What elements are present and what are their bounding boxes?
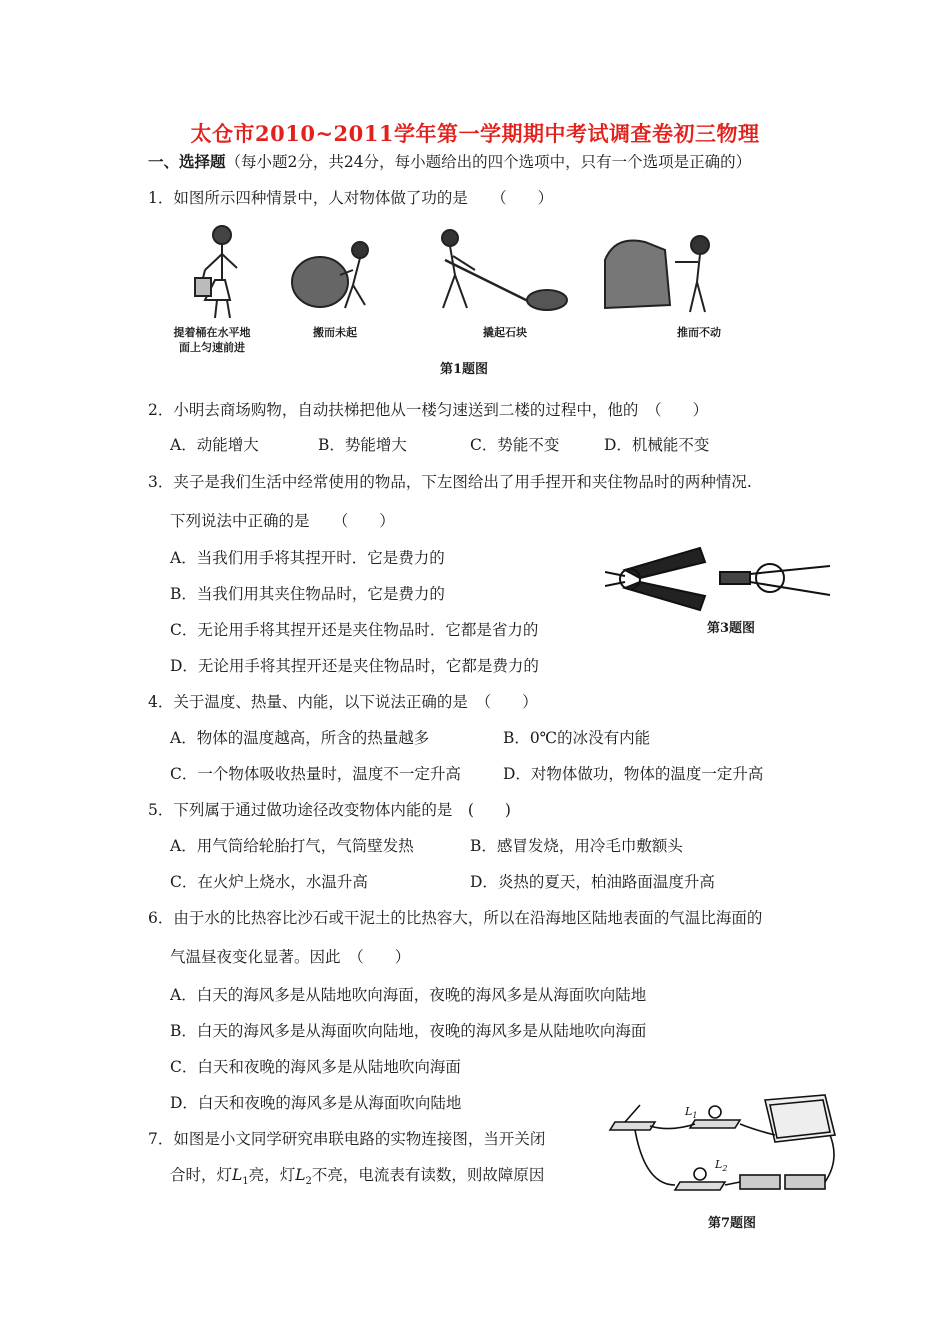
lamp1-base (690, 1120, 740, 1128)
q6-option-c: C．白天和夜晚的海风多是从陆地吹向海面 (170, 1058, 461, 1076)
section-heading (148, 152, 751, 172)
question-4: 4．关于温度、热量、内能，以下说法正确的是 （ ） (148, 693, 538, 711)
lamp2-bulb-icon (694, 1168, 706, 1180)
q7-caption: 第7题图 (708, 1216, 757, 1231)
figure-person-carrying-bucket (195, 226, 237, 318)
q4-option-b: B．0℃的冰没有内能 (503, 729, 651, 747)
section-note: （每小题2分，共24分，每小题给出的四个选项中，只有一个选项是正确的） (225, 153, 752, 171)
q3-option-c: C．无论用手将其捏开还是夹住物品时．它都是省力的 (170, 621, 539, 639)
figure-person-lifting-rock (292, 242, 368, 308)
q5-option-d: D．炎热的夏天，柏油路面温度升高 (470, 873, 715, 891)
question-5: 5．下列属于通过做功途径改变物体内能的是 ( ) (148, 801, 511, 819)
question-7-line2: 合时，灯$L_1$亮，灯$L_2$不亮，电流表有读数，则故障原因 (170, 1166, 545, 1188)
q6-option-d: D．白天和夜晚的海风多是从海面吹向陆地 (170, 1094, 462, 1112)
q4-option-c: C．一个物体吸收热量时，温度不一定升高 (170, 765, 461, 783)
q3-figure-clips (605, 540, 840, 620)
q1-label-b: 搬而未起 (313, 326, 357, 339)
q2-option-b: B．势能增大 (318, 436, 407, 454)
question-1: 1．如图所示四种情景中，人对物体做了功的是 （ ） (148, 189, 554, 207)
exam-title: 太仓市2010~2011学年第一学期期中考试调查卷初三物理 (190, 121, 760, 146)
q3-option-b: B．当我们用其夹住物品时，它是费力的 (170, 585, 445, 603)
question-2: 2．小明去商场购物，自动扶梯把他从一楼匀速送到二楼的过程中，他的 （ ） (148, 401, 709, 419)
question-6-line2: 气温昼夜变化显著。因此 （ ） (170, 948, 411, 966)
lamp2-base (675, 1182, 725, 1190)
q2-option-d: D．机械能不变 (604, 436, 710, 454)
q3-option-a: A．当我们用手将其捏开时．它是费力的 (170, 549, 445, 567)
q1-caption: 第1题图 (440, 362, 489, 377)
q7-circuit-figure (605, 1090, 845, 1205)
figure-person-pushing-wall (605, 236, 709, 312)
lamp1-bulb-icon (709, 1106, 721, 1118)
battery-icon (740, 1175, 780, 1189)
q4-option-a: A．物体的温度越高，所含的热量越多 (170, 729, 430, 747)
q5-option-c: C．在火炉上烧水，水温升高 (170, 873, 368, 891)
question-7-line1: 7．如图是小文同学研究串联电路的实物连接图，当开关闭 (148, 1130, 546, 1148)
question-3-line2: 下列说法中正确的是 （ ） (170, 512, 395, 530)
q1-label-d: 推而不动 (677, 326, 721, 339)
switch-icon (610, 1122, 655, 1130)
q6-option-a: A．白天的海风多是从陆地吹向海面，夜晚的海风多是从海面吹向陆地 (170, 986, 647, 1004)
q3-caption: 第3题图 (707, 621, 756, 636)
question-3-line1: 3．夹子是我们生活中经常使用的物品，下左图给出了用手捏开和夹住物品时的两种情况. (148, 473, 752, 491)
section-label: 一、选择题 (148, 152, 226, 171)
q1-label-c: 撬起石块 (483, 326, 527, 339)
lamp2-label: $L_2$ (715, 1158, 728, 1173)
lamp1-label: $L_1$ (685, 1105, 698, 1120)
q5-option-a: A．用气筒给轮胎打气，气筒壁发热 (170, 837, 414, 855)
q4-option-d: D．对物体做功，物体的温度一定升高 (503, 765, 764, 783)
q1-label-a: 提着桶在水平地 面上匀速前进 (173, 326, 251, 354)
question-6-line1: 6．由于水的比热容比沙石或干泥土的比热容大，所以在沿海地区陆地表面的气温比海面的 (148, 909, 763, 927)
q2-option-a: A．动能增大 (170, 436, 259, 454)
q6-option-b: B．白天的海风多是从海面吹向陆地，夜晚的海风多是从陆地吹向海面 (170, 1022, 647, 1040)
q5-option-b: B．感冒发烧，用冷毛巾敷额头 (470, 837, 683, 855)
q2-option-c: C．势能不变 (470, 436, 560, 454)
figure-person-prying-stone (442, 230, 567, 310)
q3-option-d: D．无论用手将其捏开还是夹住物品时，它都是费力的 (170, 657, 539, 675)
